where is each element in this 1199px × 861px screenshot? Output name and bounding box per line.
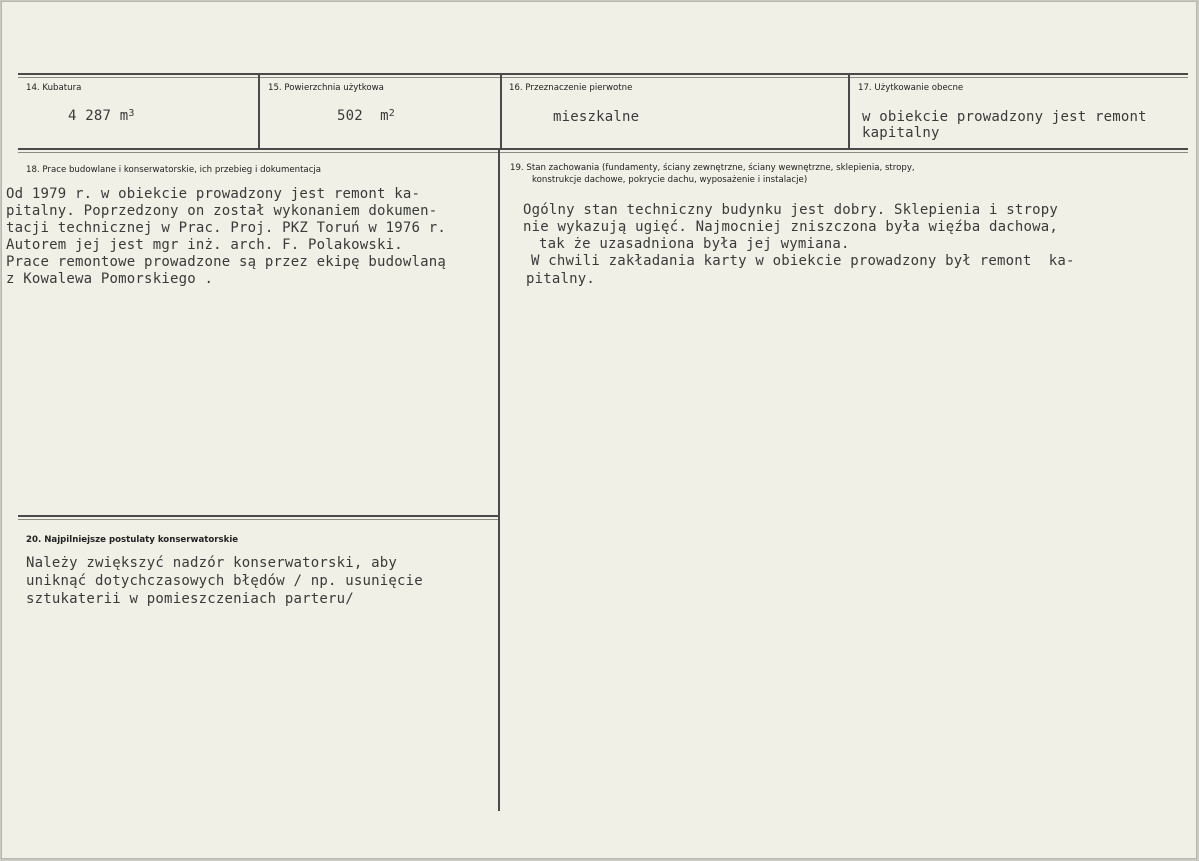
divider-14-15 xyxy=(258,75,260,149)
field20-top-rule xyxy=(18,515,498,517)
field-17-line-1: w obiekcie prowadzony jest remont xyxy=(862,109,1147,125)
field-18-line-2: pitalny. Poprzedzony on został wykonaniem dokumen- xyxy=(6,203,438,219)
field-19-label-line-1: 19. Stan zachowania (fundamenty, ściany zewnętrzne, ściany wewnętrzne, sklepienia, stropy, xyxy=(510,163,915,173)
field-17-label: 17. Użytkowanie obecne xyxy=(858,83,964,93)
field-18-line-1: Od 1979 r. w obiekcie prowadzony jest remont ka- xyxy=(6,186,421,202)
top-rule xyxy=(18,73,1188,75)
field-18-line-4: Autorem jej jest mgr inż. arch. F. Polakowski. xyxy=(6,237,403,253)
field-17-line-2: kapitalny xyxy=(862,125,940,141)
inventory-card xyxy=(1,1,1197,859)
top-rule-inner xyxy=(18,77,1188,78)
field-14-label: 14. Kubatura xyxy=(26,83,82,93)
field-18-line-6: z Kowalewa Pomorskiego . xyxy=(6,271,214,287)
field-19-line-1: Ogólny stan techniczny budynku jest dobry. Sklepienia i stropy xyxy=(523,202,1058,218)
field-18-line-3: tacji technicznej w Prac. Proj. PKZ Toruń w 1976 r. xyxy=(6,220,447,236)
field-14-value: 4 287 $m^3$ xyxy=(68,108,135,124)
field-16-label: 16. Przeznaczenie pierwotne xyxy=(509,83,633,93)
divider-main xyxy=(498,149,500,811)
field-16-value: mieszkalne xyxy=(553,109,640,125)
field-19-line-2: nie wykazują ugięć. Najmocniej zniszczona była więźba dachowa, xyxy=(523,219,1058,235)
field-20-line-3: sztukaterii w pomieszczeniach parteru/ xyxy=(26,591,354,607)
divider-16-17 xyxy=(848,75,850,149)
field-15-label: 15. Powierzchnia użytkowa xyxy=(268,83,384,93)
field-18-line-5: Prace remontowe prowadzone są przez ekipę budowlaną xyxy=(6,254,447,270)
field-20-line-2: uniknąć dotychczasowych błędów / np. usunięcie xyxy=(26,573,423,589)
field-19-line-5: pitalny. xyxy=(526,271,596,287)
field-19-label-line-2: konstrukcje dachowe, pokrycie dachu, wyposażenie i instalacje) xyxy=(532,175,808,185)
row1-bottom-rule-inner xyxy=(18,152,1188,153)
field-19-line-4: W chwili zakładania karty w obiekcie prowadzony był remont ka- xyxy=(531,253,1075,269)
divider-15-16 xyxy=(500,75,502,149)
field-15-value: 502 $m^2$ xyxy=(337,108,396,124)
field-19-line-3: tak że uzasadniona była jej wymiana. xyxy=(539,236,850,252)
field-18-label: 18. Prace budowlane i konserwatorskie, ich przebieg i dokumentacja xyxy=(26,165,322,175)
field-20-label: 20. Najpilniejsze postulaty konserwatorskie xyxy=(26,535,239,545)
row1-bottom-rule xyxy=(18,148,1188,150)
field20-top-rule-inner xyxy=(18,519,498,520)
field-20-line-1: Należy zwiększyć nadzór konserwatorski, aby xyxy=(26,555,398,571)
